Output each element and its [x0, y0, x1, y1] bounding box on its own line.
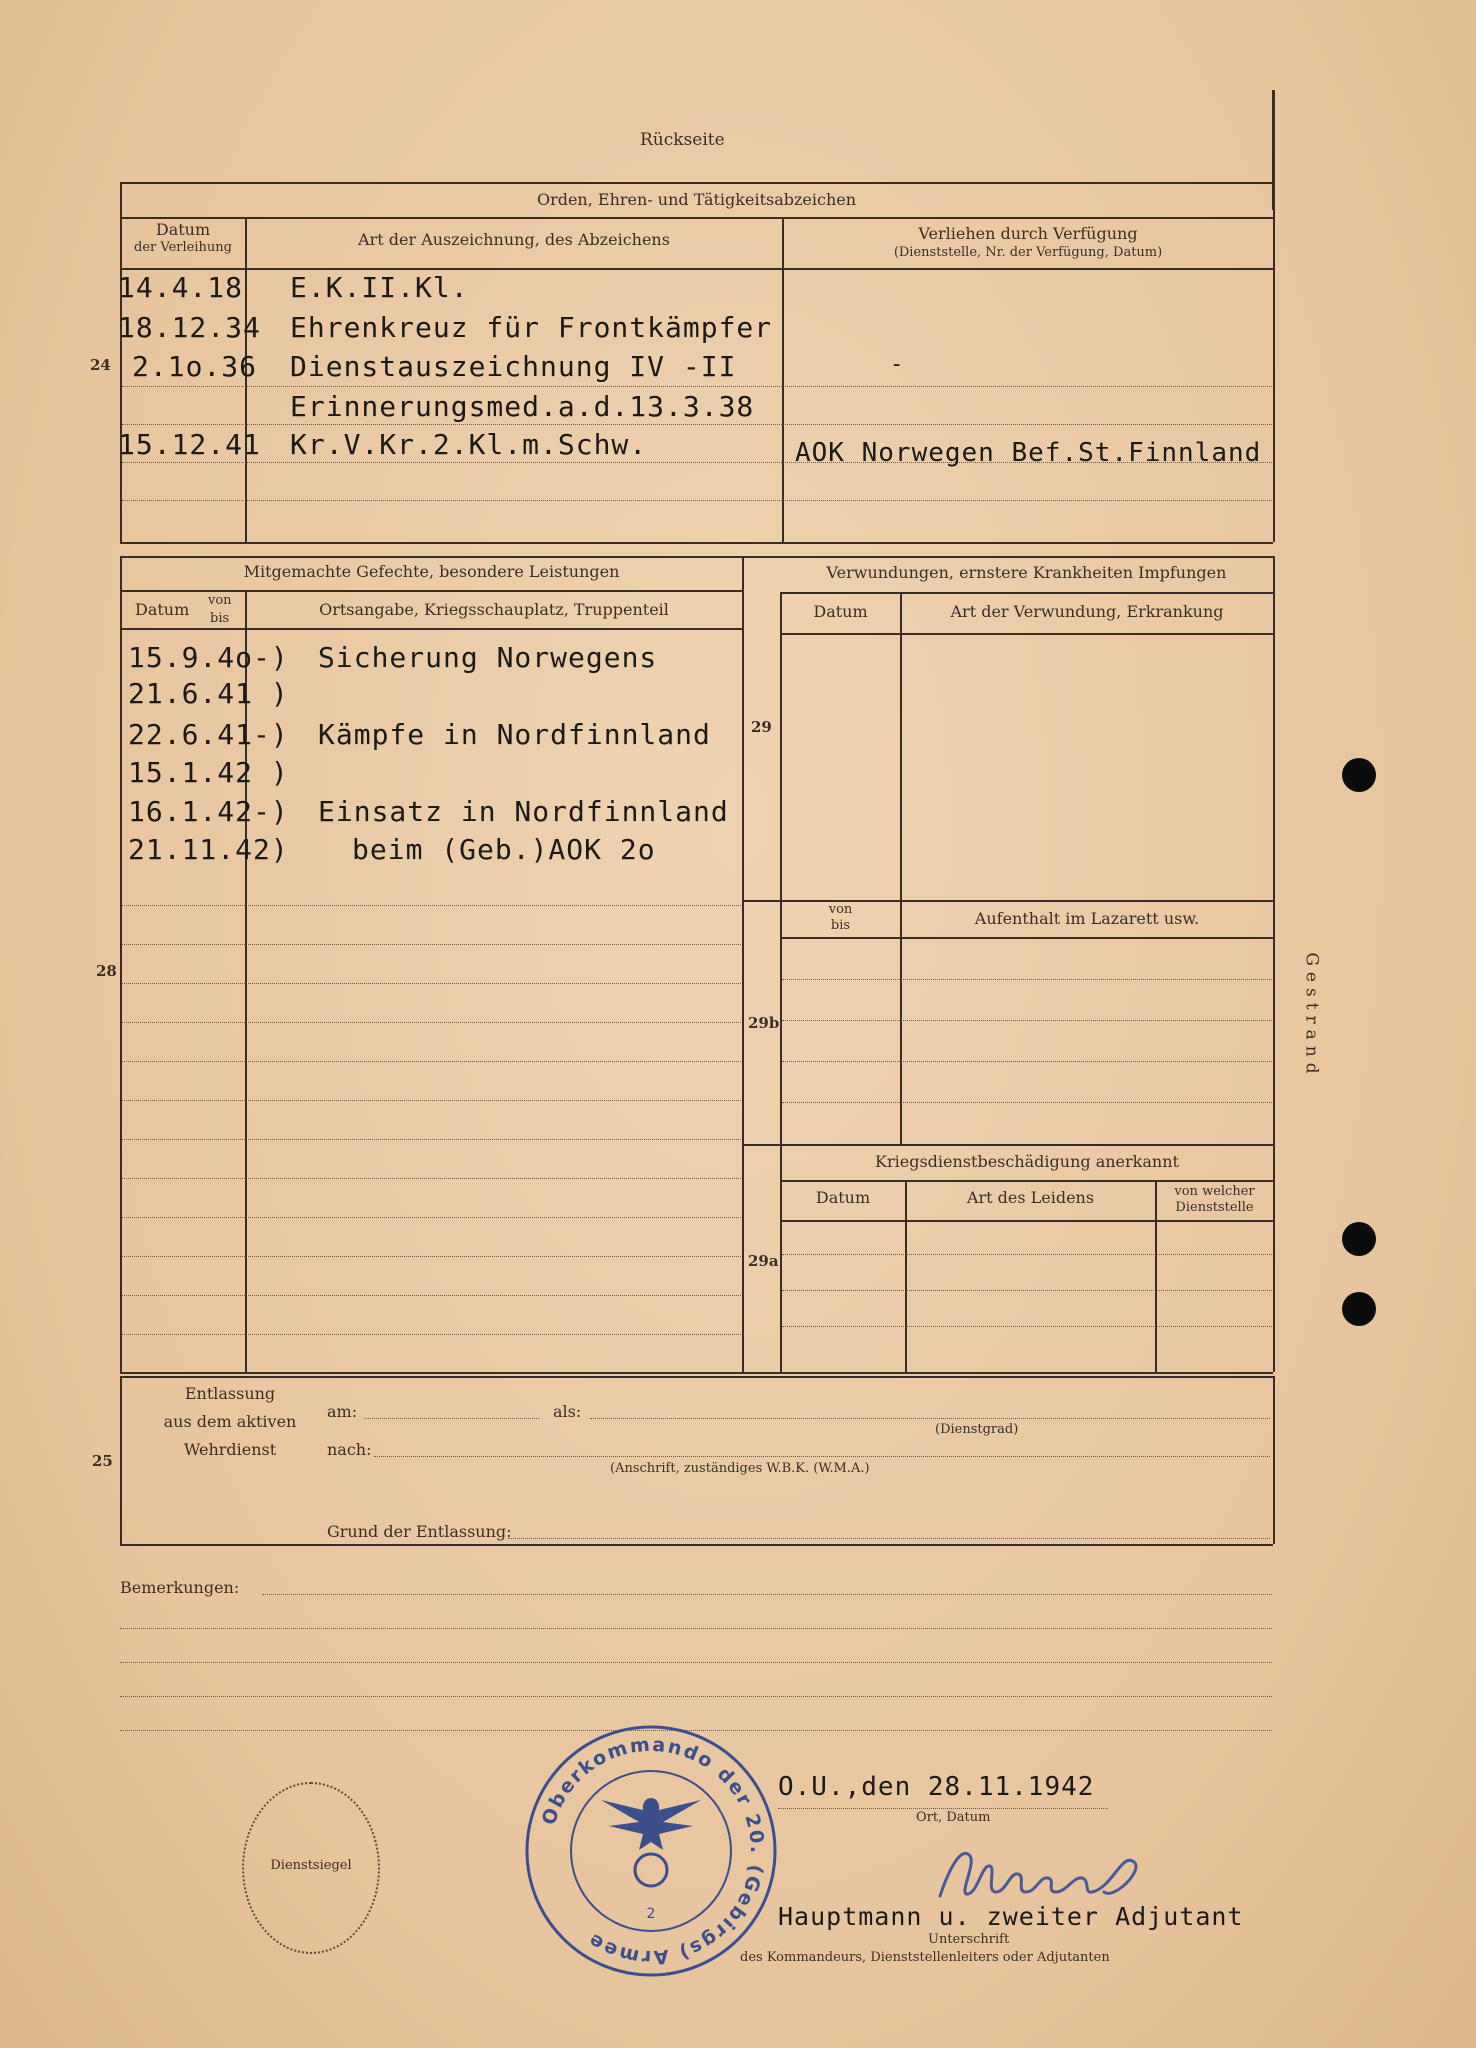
signature-caption: Unterschrift: [928, 1932, 1010, 1947]
place-date: O.U.,den 28.11.1942: [778, 1772, 1095, 1802]
discharge-am-label: am:: [327, 1402, 358, 1421]
official-stamp: [520, 1720, 782, 1982]
svg-text:Oberkommando der 20. (Gebirgs): [538, 1733, 768, 1968]
awards-col-granted-sub: (Dienststelle, Nr. der Verfügung, Datum): [893, 245, 1163, 260]
signer-title: Hauptmann u. zweiter Adjutant: [778, 1902, 1244, 1931]
stamp-text: Oberkommando der 20. (Gebirgs) Armee: [537, 1733, 769, 1969]
punch-hole: [1342, 1292, 1376, 1326]
combat-col-von: von: [208, 593, 232, 608]
awards-section-number: 24: [90, 356, 111, 374]
discharge-reason-label: Grund der Entlassung:: [327, 1522, 512, 1541]
award-type: Erinnerungsmed.a.d.13.3.38: [290, 390, 755, 423]
war-damage-title: Kriegsdienstbeschädigung anerkannt: [875, 1152, 1179, 1171]
combat-date: 16.1.42-): [128, 795, 289, 828]
award-date: 14.4.18: [118, 271, 244, 304]
award-granted: -: [890, 352, 905, 377]
combat-section-number: 28: [96, 962, 117, 980]
wounds-col-date: Datum: [813, 602, 868, 621]
wounds-section-number: 29: [751, 718, 772, 736]
combat-place: Einsatz in Nordfinnland: [318, 795, 729, 828]
hospital-col-bis: bis: [830, 918, 851, 933]
combat-place: Kämpfe in Nordfinnland: [318, 718, 711, 751]
hospital-col-stay: Aufenthalt im Lazarett usw.: [974, 909, 1200, 928]
wounds-col-type: Art der Verwundung, Erkrankung: [950, 602, 1224, 621]
awards-col-granted: Verliehen durch Verfügung: [918, 224, 1138, 243]
award-type: Kr.V.Kr.2.Kl.m.Schw.: [290, 428, 648, 461]
award-date: 2.1o.36: [132, 350, 258, 383]
place-date-caption: Ort, Datum: [916, 1810, 991, 1825]
combat-date: 15.1.42 ): [128, 756, 289, 789]
discharge-als-label: als:: [553, 1402, 582, 1421]
combat-place: beim (Geb.)AOK 2o: [352, 833, 656, 866]
stamp-number: 2: [646, 1906, 656, 1922]
combat-col-bis: bis: [210, 611, 230, 626]
war-damage-col-office-2: Dienststelle: [1175, 1200, 1254, 1215]
combat-col-date: Datum: [135, 600, 190, 619]
discharge-label-1: Entlassung: [184, 1384, 276, 1403]
side-text: Gestrand: [1301, 952, 1322, 1080]
award-type: E.K.II.Kl.: [290, 271, 469, 304]
combat-title: Mitgemachte Gefechte, besondere Leistungen: [243, 562, 620, 581]
award-date: 18.12.34: [118, 311, 261, 344]
combat-date: 21.6.41 ): [128, 677, 289, 710]
awards-title: Orden, Ehren- und Tätigkeitsabzeichen: [536, 190, 857, 209]
wounds-title: Verwundungen, ernstere Krankheiten Impfungen: [826, 563, 1227, 582]
hospital-section-number: 29b: [748, 1014, 780, 1032]
discharge-nach-label: nach:: [327, 1440, 372, 1459]
awards-col-type: Art der Auszeichnung, des Abzeichens: [358, 230, 670, 249]
page-header: Rückseite: [640, 130, 725, 150]
signature-caption-2: des Kommandeurs, Dienststellenleiters oder Adjutanten: [740, 1950, 1110, 1965]
war-damage-section-number: 29a: [748, 1252, 779, 1270]
hospital-col-von: von: [828, 902, 853, 917]
punch-hole: [1342, 1222, 1376, 1256]
discharge-label-3: Wehrdienst: [183, 1440, 277, 1459]
seal-label: Dienstsiegel: [270, 1858, 352, 1873]
discharge-section-number: 25: [92, 1452, 113, 1470]
punch-hole: [1342, 758, 1376, 792]
award-type: Dienstauszeichnung IV -II: [290, 350, 737, 383]
war-damage-col-type: Art des Leidens: [966, 1188, 1095, 1207]
war-damage-col-date: Datum: [815, 1188, 871, 1207]
combat-date: 22.6.41-): [128, 718, 289, 751]
combat-date: 15.9.4o-): [128, 641, 289, 674]
discharge-address-hint: (Anschrift, zuständiges W.B.K. (W.M.A.): [610, 1461, 870, 1476]
combat-col-place: Ortsangabe, Kriegsschauplatz, Truppenteil: [319, 600, 669, 619]
discharge-dienstgrad: (Dienstgrad): [935, 1422, 1019, 1437]
combat-date: 21.11.42): [128, 833, 289, 866]
eagle-emblem: [601, 1798, 701, 1886]
war-damage-col-office: von welcher: [1174, 1184, 1255, 1199]
discharge-label-2: aus dem aktiven: [163, 1412, 297, 1431]
awards-col-date: Datum: [155, 220, 211, 239]
award-type: Ehrenkreuz für Frontkämpfer: [290, 311, 773, 344]
award-date: 15.12.41: [118, 428, 261, 461]
awards-col-date-sub: der Verleihung: [134, 240, 232, 255]
combat-place: Sicherung Norwegens: [318, 641, 658, 674]
award-granted: AOK Norwegen Bef.St.Finnland: [795, 438, 1262, 468]
remarks-label: Bemerkungen:: [120, 1578, 240, 1597]
